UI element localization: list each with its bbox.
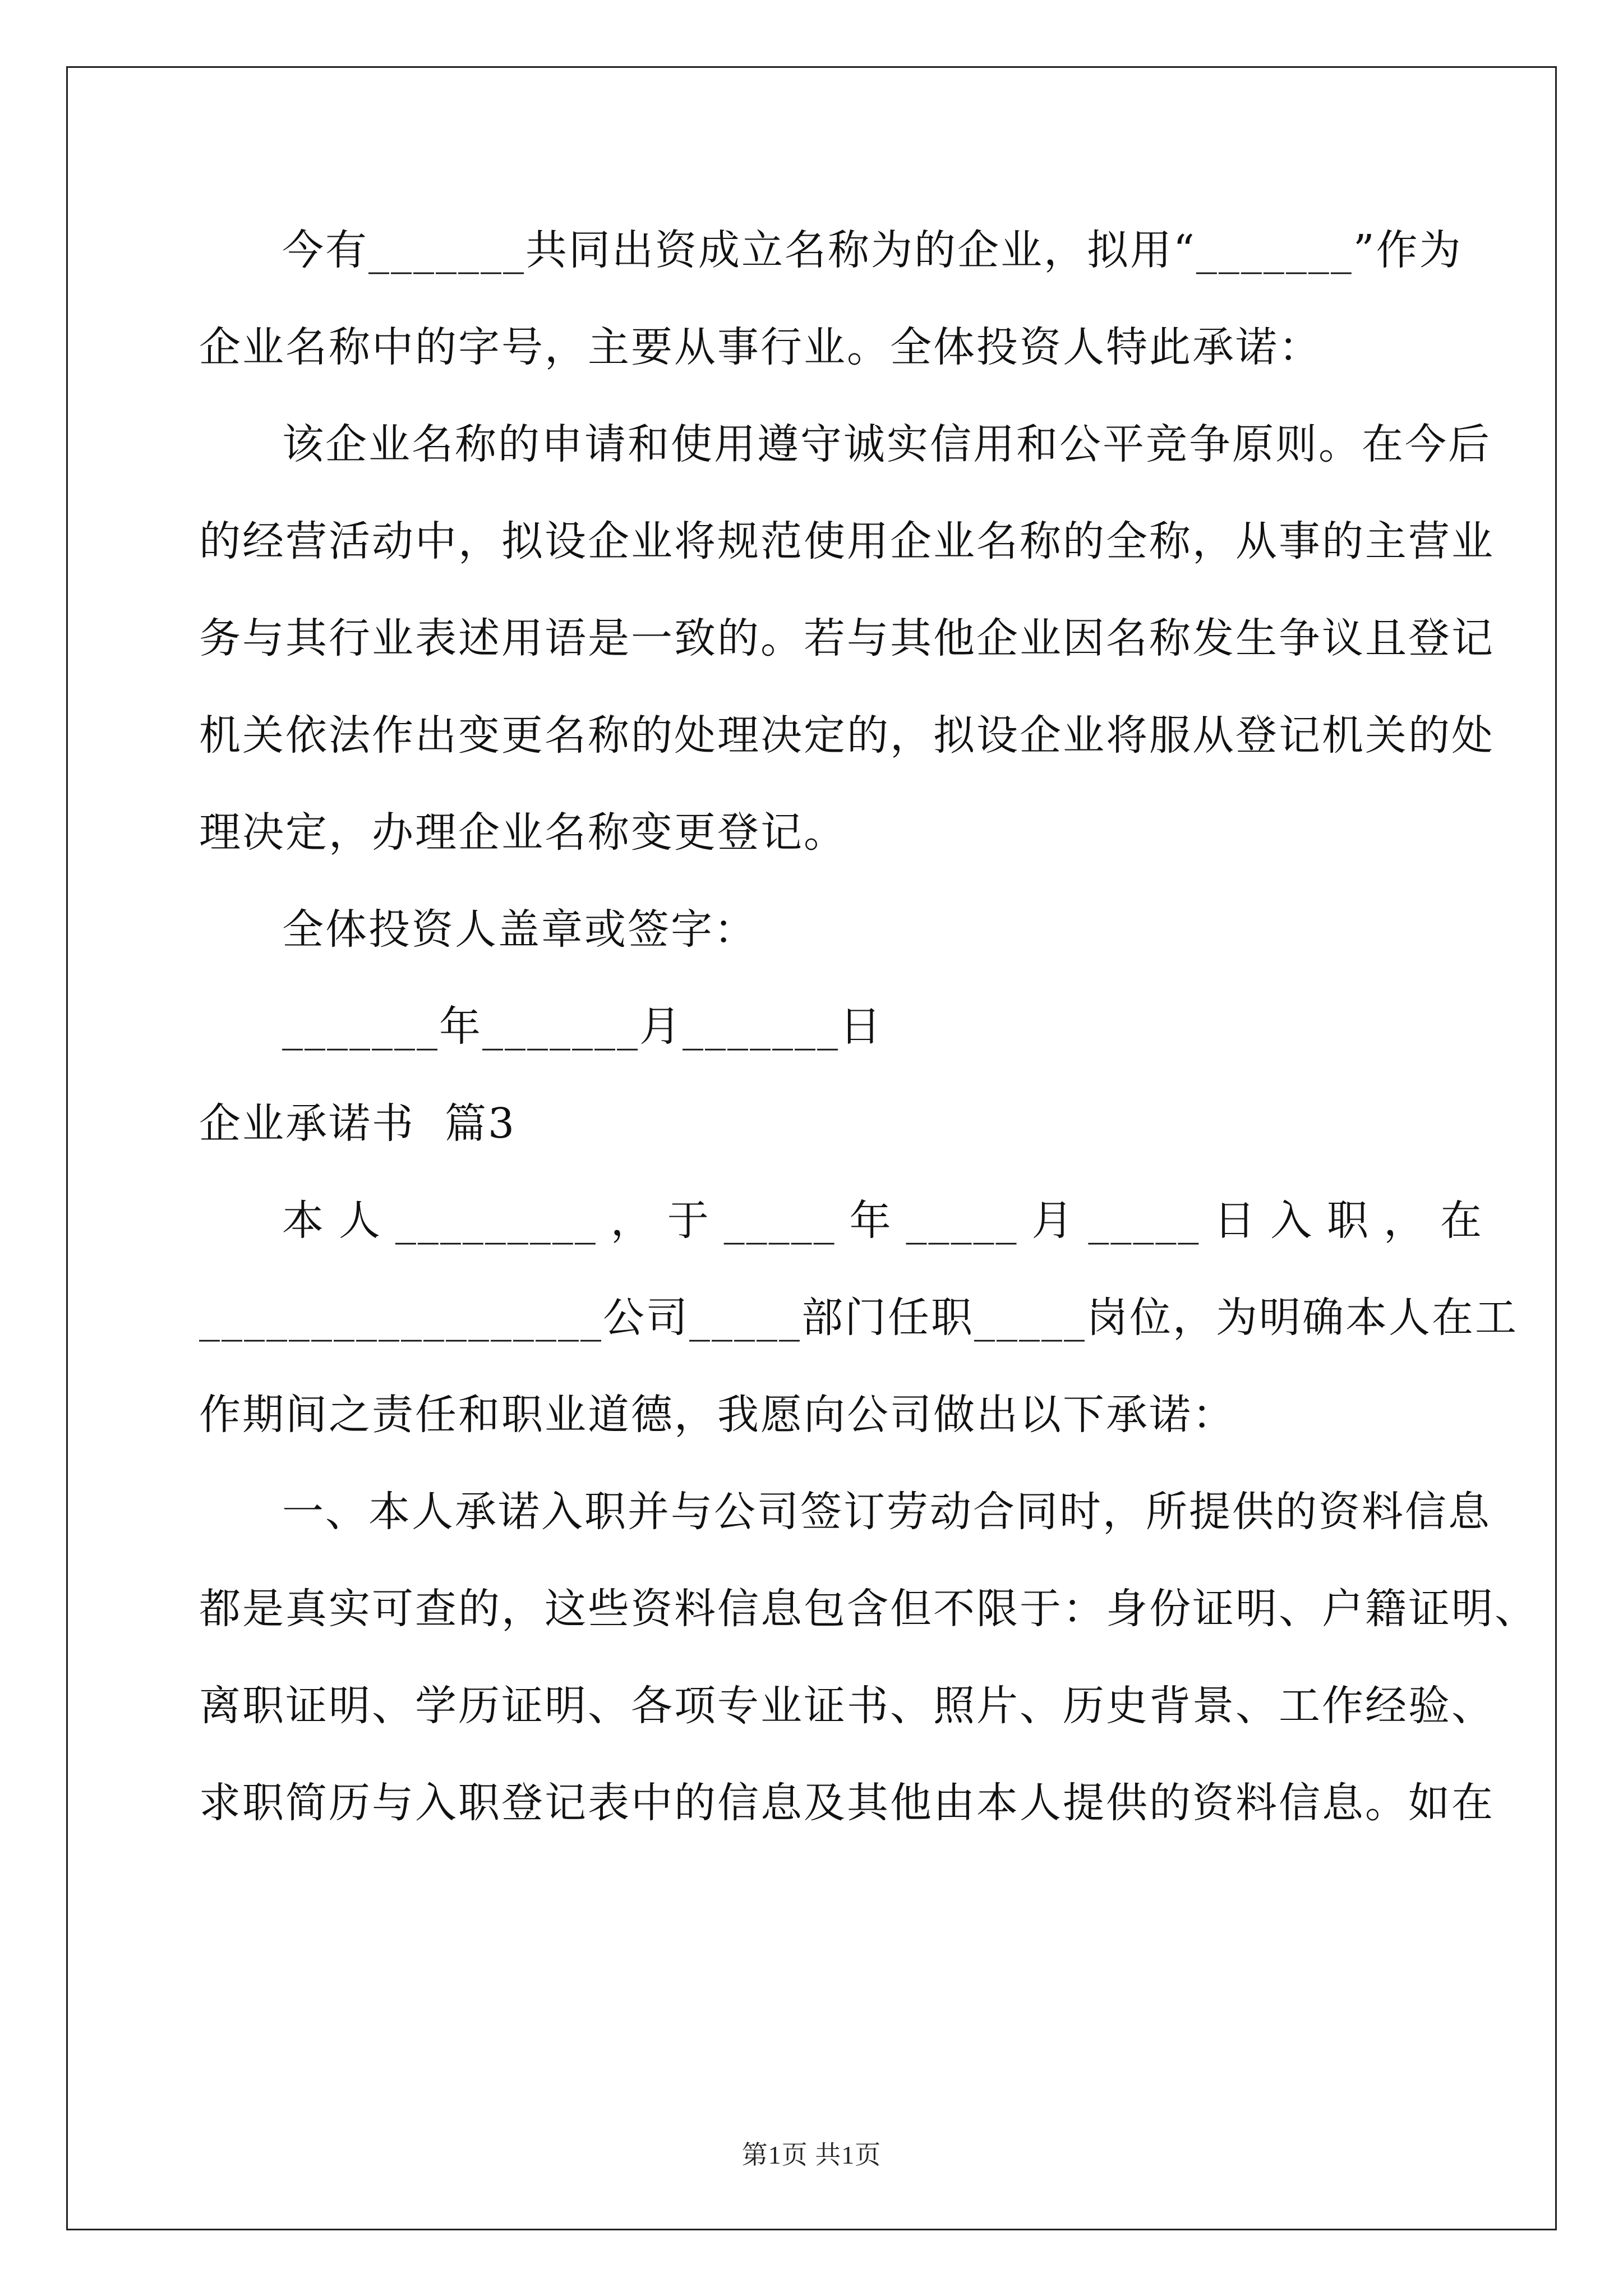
paragraph-line: 企业名称中的字号，主要从事行业。全体投资人特此承诺： — [199, 323, 1322, 371]
paragraph-line: 的经营活动中，拟设企业将规范使用企业名称的全称，从事的主营业 — [199, 517, 1495, 565]
paragraph-line: 机关依法作出变更名称的处理决定的，拟设企业将服从登记机关的处 — [199, 711, 1495, 760]
paragraph-line: 求职简历与入职登记表中的信息及其他由本人提供的资料信息。如在 — [199, 1779, 1495, 1827]
paragraph-line: __________________公司_____部门任职_____岗位，为明确本人在工 — [199, 1294, 1518, 1342]
paragraph-line: 都是真实可查的，这些资料信息包含但不限于：身份证明、户籍证明、 — [199, 1585, 1538, 1633]
paragraph-line: 理决定，办理企业名称变更登记。 — [199, 808, 847, 857]
signature-label: 全体投资人盖章或签字： — [282, 905, 757, 954]
paragraph-line: 务与其行业表述用语是一致的。若与其他企业因名称发生争议且登记 — [199, 614, 1495, 662]
paragraph-line: 离职证明、学历证明、各项专业证书、照片、历史背景、工作经验、 — [199, 1682, 1495, 1730]
date-blanks: _______年_______月_______日 — [282, 1002, 883, 1051]
paragraph-line: 该企业名称的申请和使用遵守诚实信用和公平竞争原则。在今后 — [282, 420, 1491, 468]
paragraph-line: 今有_______共同出资成立名称为的企业，拟用“_______”作为 — [282, 226, 1463, 274]
document-body — [199, 202, 1538, 1852]
paragraph-line: 本人_________，于_____年_____月_____日入职，在 — [282, 1197, 1483, 1245]
paragraph-line: 一、本人承诺入职并与公司签订劳动合同时，所提供的资料信息 — [282, 1488, 1491, 1536]
paragraph-line: 作期间之责任和职业道德，我愿向公司做出以下承诺： — [199, 1391, 1235, 1439]
section-heading: 企业承诺书 篇3 — [199, 1099, 517, 1148]
page-number-footer: 第1页 共1页 — [741, 2141, 882, 2169]
